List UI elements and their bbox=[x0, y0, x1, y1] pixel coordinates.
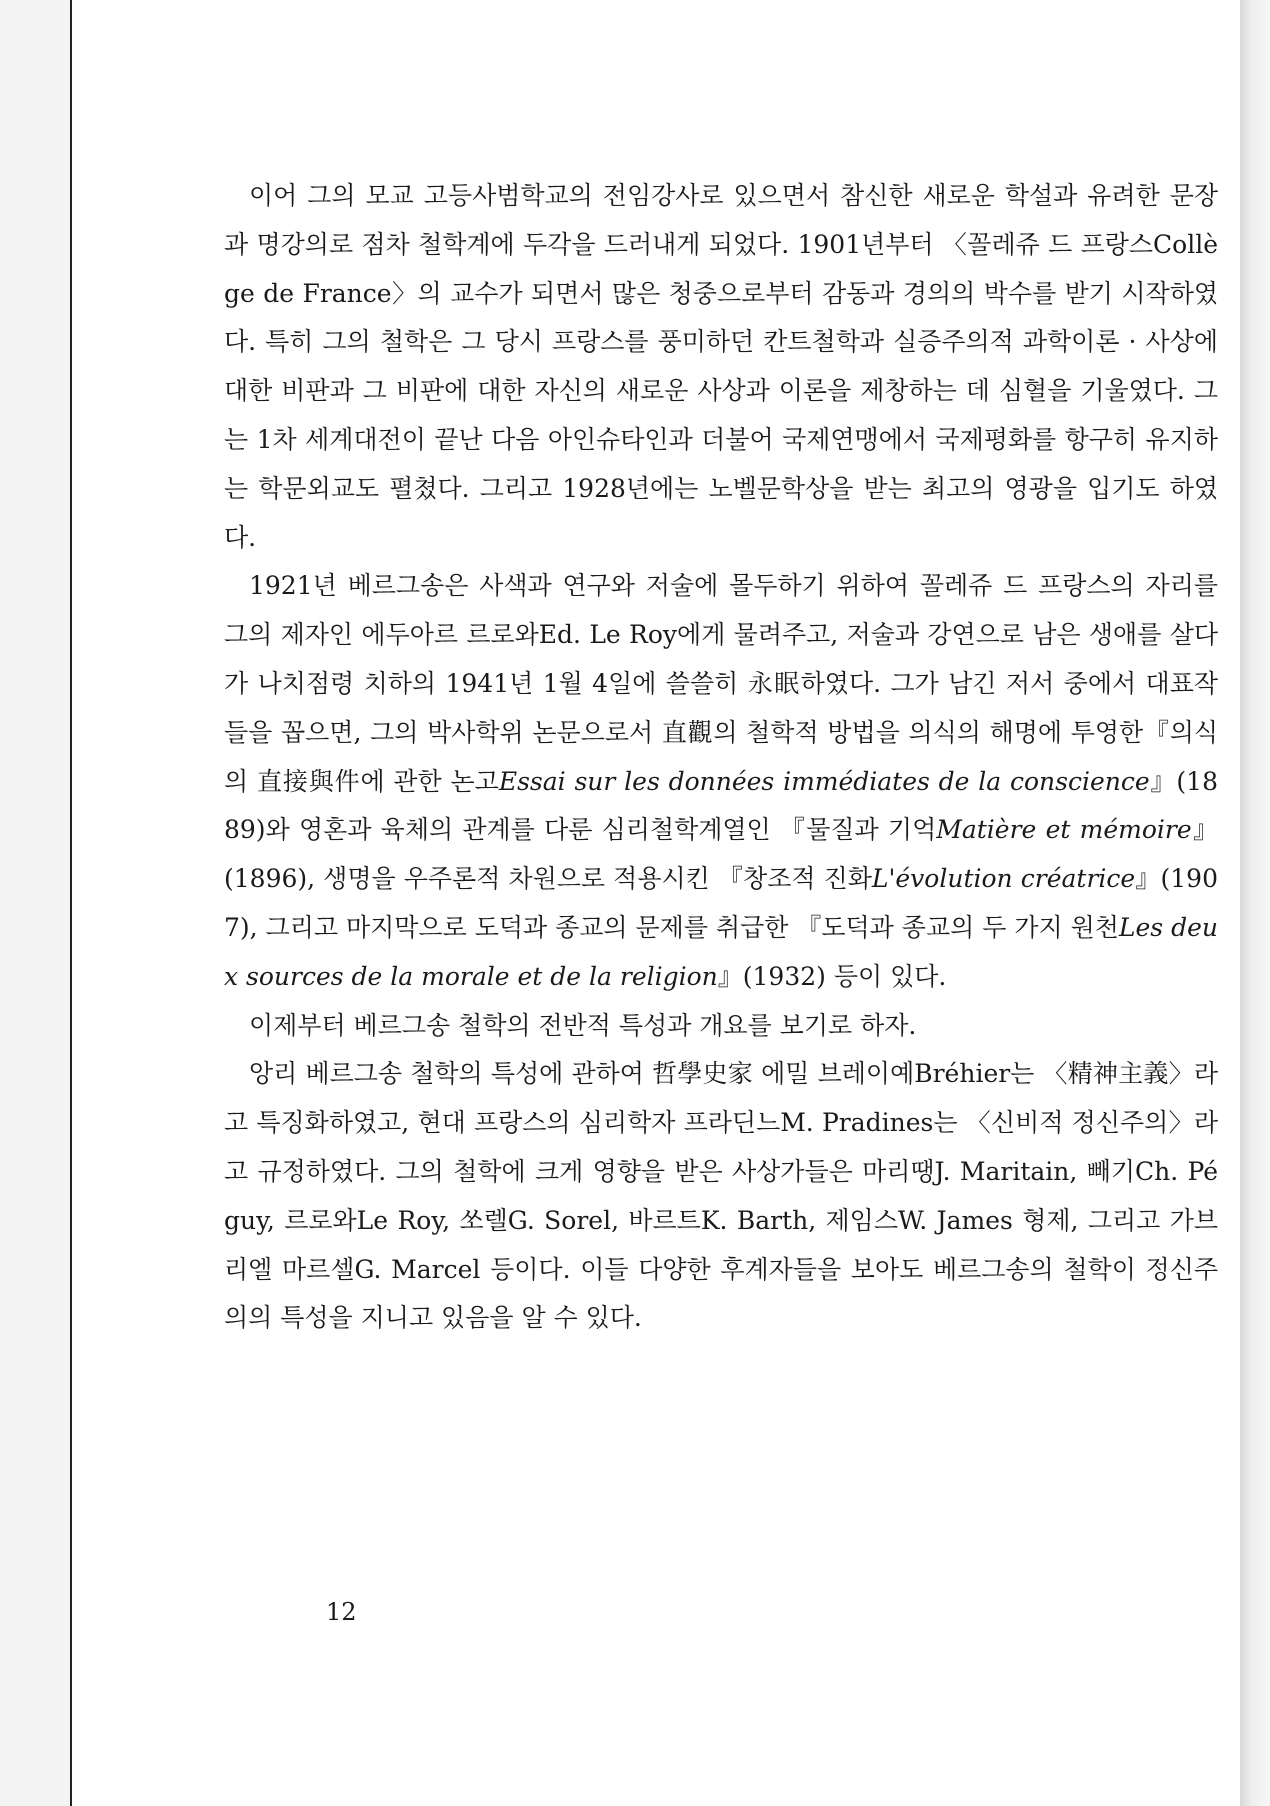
book-page bbox=[70, 0, 1240, 1806]
paragraph-2-intro: 1921년 베르그송은 사색과 연구와 저술에 몰두하기 위하여 꼴레쥬 드 프랑스의 자리를 그의 제자인 에두아르 르로와Ed. Le Roy에게 물려주고, 저술과 강연으로 남은 생애를 살다가 나치점령 치하의 1941년 1월 4일에 쓸쓸히 永眠하였다. 그가 남긴 저서 중에서 대표작들을 꼽으면, 그의 박사학위 논문으로서 直觀의 철학적 방법을 의식의 해명에 투영한 bbox=[224, 571, 1218, 747]
work-3-after: 』(1907), 그리고 마지막으로 도덕과 종교의 문제를 취급한 bbox=[224, 864, 1218, 942]
paragraph-3: 이제부터 베르그송 철학의 전반적 특성과 개요를 보기로 하자. bbox=[249, 1010, 917, 1040]
paragraph-4: 앙리 베르그송 철학의 특성에 관하여 哲學史家 에밀 브레이예Bréhier는 〈精神主義〉라고 특징화하였고, 현대 프랑스의 심리학자 프라딘느M. Pradines는 〈신비적 정신주의〉라고 규정하였다. 그의 철학에 크게 영향을 받은 사상가들은 마리땡J. Maritain, 빼기Ch. Péguy, 르로와Le Roy, 쏘렐G. Sorel, 바르트K. Barth, 제임스W. James 형제, 그리고 가브리엘 마르셀G. Marcel 등이다. 이들 다양한 후계자들을 보아도 베르그송의 철학이 정신주의의 특성을 지니고 있음을 알 수 있다. bbox=[224, 1059, 1218, 1333]
work-1-title: Essai sur les données immédiates de la conscience bbox=[498, 766, 1150, 796]
work-4-after: 』(1932) 등이 있다. bbox=[717, 961, 947, 991]
page-edge-shadow bbox=[1240, 0, 1270, 1806]
body-text bbox=[224, 172, 1218, 1343]
work-3-title: L'évolution créatrice bbox=[871, 864, 1136, 894]
paragraph-2 bbox=[224, 562, 1218, 1001]
work-3-before: 『창조적 진화 bbox=[717, 864, 872, 894]
work-1-before: 『의식의 直接與件에 관한 논고 bbox=[224, 717, 1218, 796]
work-1-after: 』(1889)와 영혼과 육체의 관계를 다룬 심리철학계열인 bbox=[224, 766, 1218, 845]
work-2-before: 『물질과 기억 bbox=[779, 815, 937, 845]
work-4-before: 『도덕과 종교의 두 가지 원천 bbox=[796, 912, 1119, 942]
paragraph-1: 이어 그의 모교 고등사범학교의 전임강사로 있으면서 참신한 새로운 학설과 유려한 문장과 명강의로 점차 철학계에 두각을 드러내게 되었다. 1901년부터 〈꼴레쥬 드 프랑스Collège de France〉의 교수가 되면서 많은 청중으로부터 감동과 경의의 박수를 받기 시작하였다. 특히 그의 철학은 그 당시 프랑스를 풍미하던 칸트철학과 실증주의적 과학이론 · 사상에 대한 비판과 그 비판에 대한 자신의 새로운 사상과 이론을 제창하는 데 심혈을 기울였다. 그는 1차 세계대전이 끝난 다음 아인슈타인과 더불어 국제연맹에서 국제평화를 항구히 유지하는 학문외교도 펼쳤다. 그리고 1928년에는 노벨문학상을 받는 최고의 영광을 입기도 하였다. bbox=[224, 181, 1218, 552]
work-2-after: 』(1896), 생명을 우주론적 차원으로 적용시킨 bbox=[224, 815, 1218, 894]
work-4-title: Les deux sources de la morale et de la religion bbox=[224, 912, 1218, 991]
page-number: 12 bbox=[326, 1598, 357, 1626]
work-2-title: Matière et mémoire bbox=[936, 815, 1192, 845]
